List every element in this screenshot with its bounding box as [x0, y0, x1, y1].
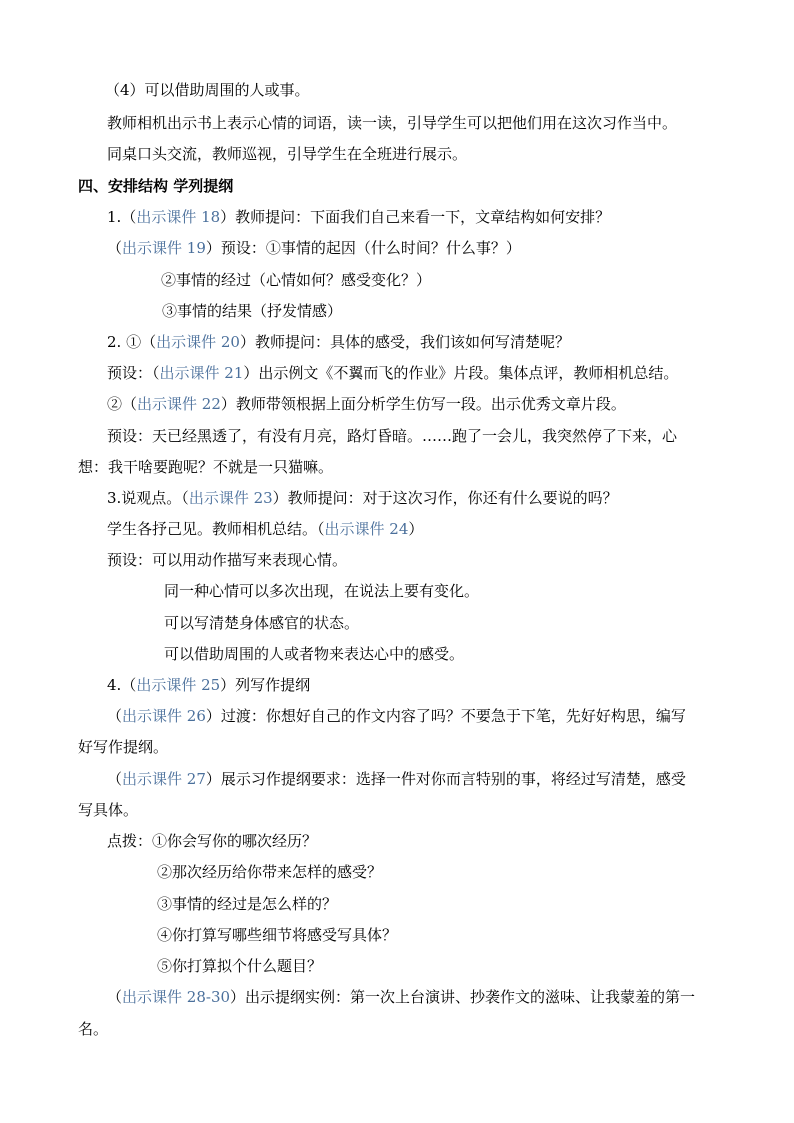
line-prefix: （	[107, 707, 123, 725]
paragraph-line: 同一种心情可以多次出现，在说法上要有变化。	[164, 582, 480, 600]
paragraph-line	[107, 237, 521, 259]
slide-reference: 出示课件 22	[137, 395, 221, 413]
paragraph-line: 写具体。	[78, 801, 139, 819]
line-text: ）教师提问：具体的感受，我们该如何写清楚呢？	[239, 333, 570, 351]
line-text: ）列写作提纲	[220, 676, 311, 694]
section-heading: 四、安排结构 学列提纲	[78, 177, 234, 195]
paragraph-line	[107, 518, 423, 540]
paragraph-line	[107, 768, 686, 790]
paragraph-line	[107, 362, 678, 384]
line-prefix: 3.说观点。（	[107, 489, 189, 507]
line-prefix: 学生各抒己见。教师相机总结。（	[107, 520, 325, 538]
line-prefix: （	[107, 988, 123, 1006]
paragraph-line	[107, 705, 686, 727]
line-text: ）教师提问：对于这次习作，你还有什么要说的吗？	[272, 489, 618, 507]
line-text: ）出示例文《不翼而飞的作业》片段。集体点评，教师相机总结。	[243, 364, 679, 382]
slide-reference: 出示课件 25	[136, 676, 221, 694]
line-prefix: （	[107, 239, 123, 257]
line-prefix: （	[107, 770, 123, 788]
paragraph-line: ②那次经历给你带来怎样的感受？	[157, 863, 383, 881]
paragraph-line: 可以写清楚身体感官的状态。	[164, 614, 360, 632]
paragraph-line	[107, 331, 570, 353]
line-prefix: 1.（	[107, 208, 137, 226]
slide-reference: 出示课件 24	[324, 520, 409, 538]
paragraph-line: （4）可以借助周围的人或事。	[105, 81, 310, 99]
paragraph-line: 点拨：①你会写你的哪次经历？	[107, 832, 318, 850]
line-text: ）出示提纲实例：第一次上台演讲、抄袭作文的滋味、让我蒙羞的第一	[230, 988, 696, 1006]
line-text: ）展示习作提纲要求：选择一件对你而言特别的事，将经过写清楚，感受	[205, 770, 686, 788]
paragraph-line: ③事情的结果（抒发情感）	[162, 302, 343, 320]
slide-reference: 出示课件 23	[188, 489, 273, 507]
paragraph-line	[107, 393, 626, 415]
paragraph-line: 好写作提纲。	[78, 738, 169, 756]
slide-reference: 出示课件 28-30	[122, 988, 231, 1006]
line-text: ）预设：①事情的起因（什么时间？什么事？）	[205, 239, 521, 257]
paragraph-line	[107, 206, 610, 228]
paragraph-line: 可以借助周围的人或者物来表达心中的感受。	[164, 645, 465, 663]
paragraph-line: ③事情的经过是怎么样的？	[157, 895, 338, 913]
paragraph-line	[107, 487, 618, 509]
line-text: ）教师提问：下面我们自己来看一下，文章结构如何安排？	[220, 208, 611, 226]
slide-reference: 出示课件 18	[136, 208, 221, 226]
paragraph-line: 预设：天已经黑透了，有没有月亮，路灯昏暗。……跑了一会儿，我突然停了下来，心	[107, 427, 678, 445]
paragraph-line: 教师相机出示书上表示心情的词语，读一读，引导学生可以把他们用在这次习作当中。	[107, 114, 678, 132]
paragraph-line	[107, 986, 695, 1008]
slide-reference: 出示课件 21	[159, 364, 244, 382]
paragraph-line: ⑤你打算拟个什么题目？	[157, 957, 323, 975]
slide-reference: 出示课件 27	[122, 770, 206, 788]
line-prefix: 4.（	[107, 676, 137, 694]
line-text: ）	[408, 520, 424, 538]
line-prefix: 预设：（	[107, 364, 160, 382]
slide-reference: 出示课件 26	[122, 707, 206, 725]
line-prefix: 2. ①（	[107, 333, 157, 351]
paragraph-line: 同桌口头交流，教师巡视，引导学生在全班进行展示。	[107, 145, 468, 163]
paragraph-line: ④你打算写哪些细节将感受写具体？	[157, 926, 398, 944]
paragraph-line	[107, 674, 310, 696]
paragraph-line: 预设：可以用动作描写来表现心情。	[107, 551, 348, 569]
paragraph-line: 想：我干啥要跑呢？不就是一只猫嘛。	[78, 458, 334, 476]
line-text: ）过渡：你想好自己的作文内容了吗？不要急于下笔，先好好构思，编写	[205, 707, 686, 725]
slide-reference: 出示课件 19	[122, 239, 206, 257]
paragraph-line: 名。	[78, 1020, 109, 1038]
slide-reference: 出示课件 20	[156, 333, 240, 351]
line-prefix: ②（	[107, 395, 138, 413]
paragraph-line: ②事情的经过（心情如何？感受变化？）	[161, 271, 432, 289]
line-text: ）教师带领根据上面分析学生仿写一段。出示优秀文章片段。	[220, 395, 626, 413]
